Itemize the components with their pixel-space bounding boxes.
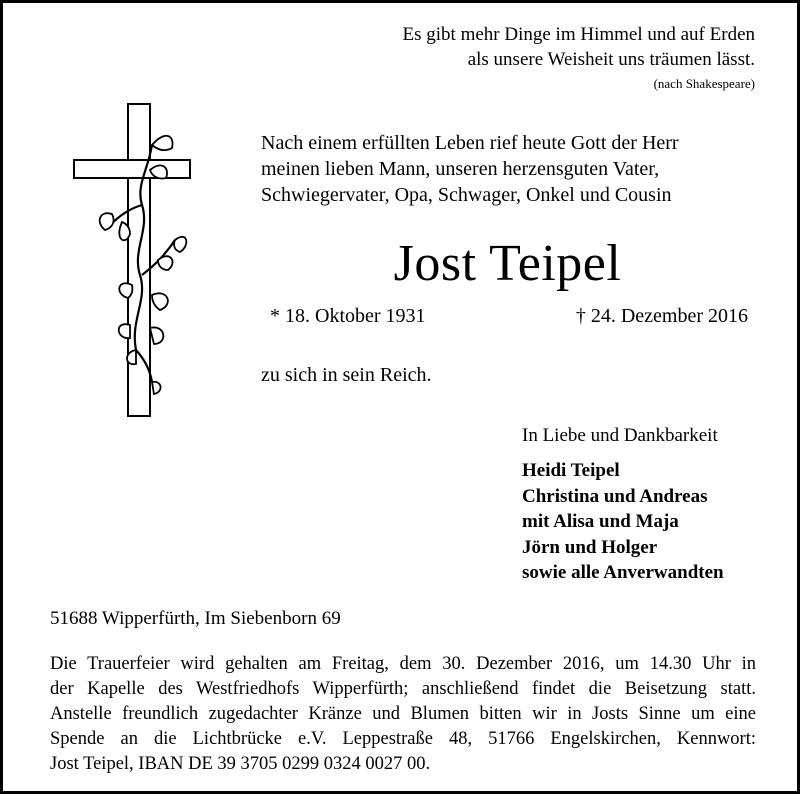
intro-line-2: meinen lieben Mann, unseren herzensguten Vater,: [261, 158, 660, 180]
mourner-name: Heidi Teipel: [522, 460, 620, 481]
notice-line-1: Die Trauerfeier wird gehalten am Freitag, dem 30. Dezember 2016, um 14.30 Uhr in: [50, 654, 756, 674]
notice-line-3: Anstelle freundlich zugedachter Kränze und Blumen bitten wir in Josts Sinne um eine: [50, 704, 756, 724]
funeral-notice: [50, 652, 756, 777]
death-date: † 24. Dezember 2016: [575, 305, 748, 327]
mourner-name: mit Alisa und Maja: [522, 511, 679, 532]
intro-text: [261, 130, 754, 208]
mourner-name: sowie alle Anverwandten: [522, 562, 724, 583]
notice-line-5: Jost Teipel, IBAN DE 39 3705 0299 0324 0027 00.: [50, 754, 431, 774]
quote-source: (nach Shakespeare): [653, 76, 755, 91]
deceased-name: Jost Teipel: [393, 235, 622, 292]
family-address: 51688 Wipperfürth, Im Siebenborn 69: [50, 608, 341, 629]
quote-line-2: als unsere Weisheit uns träumen lässt.: [467, 49, 755, 70]
mourner-name: Christina und Andreas: [522, 485, 708, 507]
closing-line: zu sich in sein Reich.: [261, 364, 432, 386]
intro-line-3: Schwiegervater, Opa, Schwager, Onkel und Cousin: [261, 184, 672, 206]
birth-date: * 18. Oktober 1931: [270, 305, 426, 327]
mourners-list: [522, 458, 724, 586]
mourners-heading: In Liebe und Dankbarkeit: [522, 425, 718, 446]
notice-line-2: der Kapelle des Westfriedhofs Wipperfürth; anschließend findet die Beisetzung statt.: [50, 679, 756, 699]
intro-line-1: Nach einem erfüllten Leben rief heute Gott der Herr: [261, 132, 679, 154]
quote-line-1: Es gibt mehr Dinge im Himmel und auf Erden: [402, 24, 755, 45]
shakespeare-quote: [403, 22, 755, 93]
mourner-name: Jörn und Holger: [522, 536, 658, 558]
notice-line-4: Spende an die Lichtbrücke e.V. Leppestraße 48, 51766 Engelskirchen, Kennwort:: [50, 729, 756, 749]
